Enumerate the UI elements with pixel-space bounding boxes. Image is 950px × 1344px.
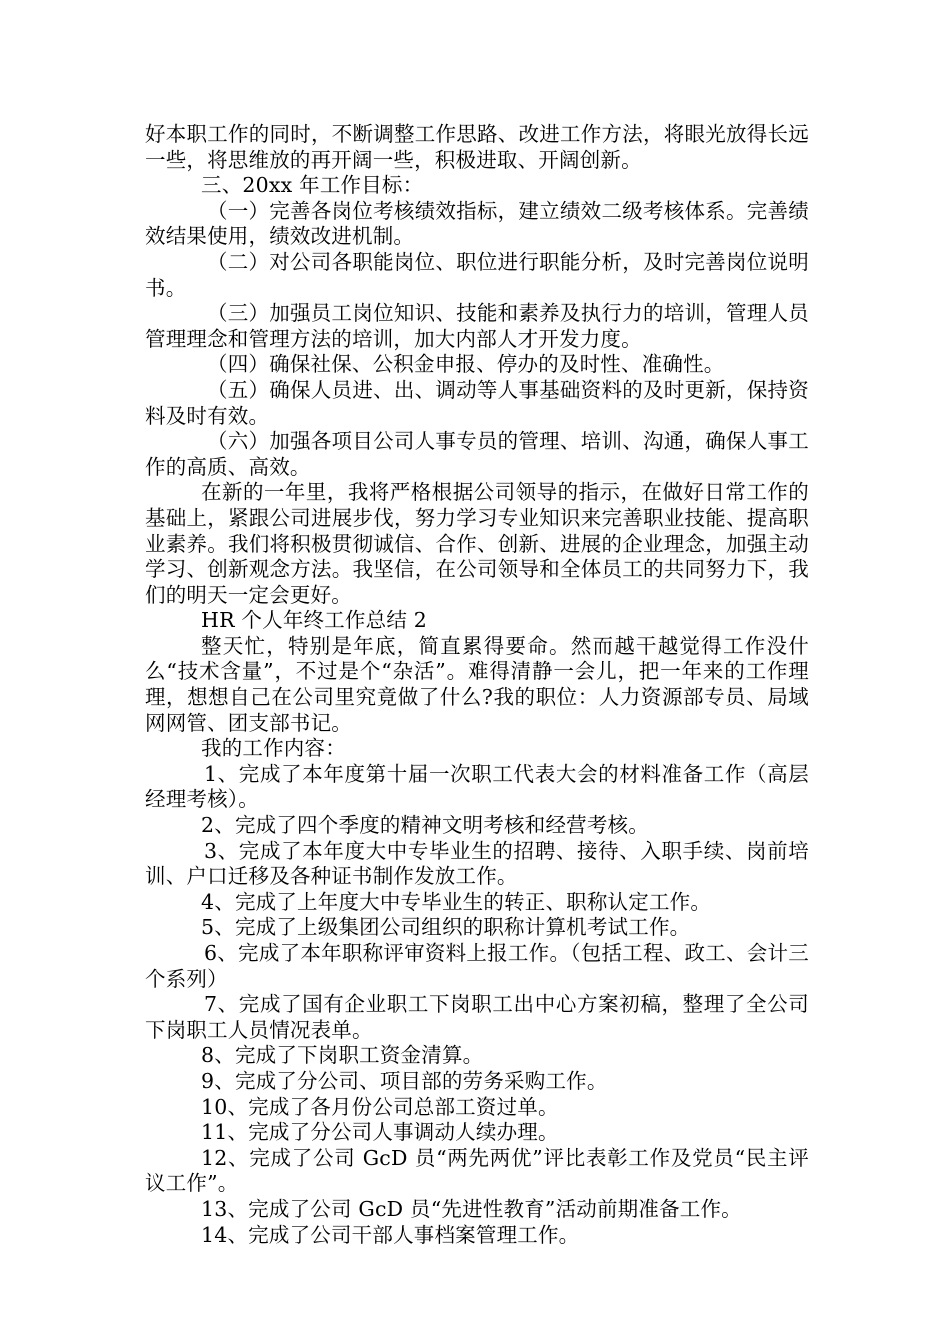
heading-goals: 三、20xx 年工作目标： <box>201 173 424 198</box>
goal-item-6: （六）加强各项目公司人事专员的管理、培训、沟通，确保人事工作的高质、高效。 <box>145 429 809 479</box>
work-item-10: 10、完成了各月份公司总部工资过单。 <box>201 1094 559 1119</box>
work-item-3: 3、完成了本年度大中专毕业生的招聘、接待、入职手续、岗前培训、户口迁移及各种证书制作发放工作。 <box>145 838 809 889</box>
goal-item-4: （四）确保社保、公积金申报、停办的及时性、准确性。 <box>207 352 725 377</box>
work-item-8: 8、完成了下岗职工资金清算。 <box>201 1043 484 1068</box>
goal-item-3: （三）加强员工岗位知识、技能和素养及执行力的培训，管理人员管理理念和管理方法的培训，加大内部人才开发力度。 <box>145 301 809 351</box>
work-item-7: 7、完成了国有企业职工下岗职工出中心方案初稿，整理了全公司下岗职工人员情况表单。 <box>145 992 809 1042</box>
work-item-14: 14、完成了公司干部人事档案管理工作。 <box>201 1222 580 1247</box>
document-body <box>145 122 809 1248</box>
section-title-summary-2: HR 个人年终工作总结 2 <box>201 608 427 633</box>
work-item-1: 1、完成了本年度第十届一次职工代表大会的材料准备工作（高层经理考核）。 <box>145 761 809 812</box>
work-item-11: 11、完成了分公司人事调动人续办理。 <box>201 1120 559 1145</box>
paragraph-continuation: 好本职工作的同时，不断调整工作思路、改进工作方法，将眼光放得长远一些，将思维放的再开阔一些，积极进取、开阔创新。 <box>145 122 809 172</box>
goal-item-2: （二）对公司各职能岗位、职位进行职能分析，及时完善岗位说明书。 <box>145 249 809 300</box>
work-item-2: 2、完成了四个季度的精神文明考核和经营考核。 <box>201 813 649 838</box>
work-item-6: 6、完成了本年职称评审资料上报工作。（包括工程、政工、会计三个系列） <box>145 941 809 991</box>
work-item-4: 4、完成了上年度大中专毕业生的转正、职称认定工作。 <box>201 889 712 914</box>
goal-item-5: （五）确保人员进、出、调动等人事基础资料的及时更新，保持资料及时有效。 <box>145 377 809 428</box>
paragraph-intro: 整天忙，特别是年底，简直累得要命。然而越干越觉得工作没什么“技术含量”，不过是个“杂活”。难得清静一会儿，把一年来的工作理理，想想自己在公司里究竟做了什么?我的职位：人力资源部专员、局域网网管、团支部书记。 <box>145 633 809 735</box>
work-item-13: 13、完成了公司 GcD 员“先进性教育”活动前期准备工作。 <box>201 1196 742 1221</box>
paragraph-new-year: 在新的一年里，我将严格根据公司领导的指示，在做好日常工作的基础上，紧跟公司进展步伐，努力学习专业知识来完善职业技能、提高职业素养。我们将积极贯彻诚信、合作、创新、进展的企业理念，加强主动学习、创新观念方法。我坚信，在公司领导和全体员工的共同努力下，我们的明天一定会更好。 <box>145 480 809 607</box>
goal-item-1: （一）完善各岗位考核绩效指标，建立绩效二级考核体系。完善绩效结果使用，绩效改进机制。 <box>145 198 809 249</box>
heading-work-content: 我的工作内容： <box>201 736 346 761</box>
work-item-9: 9、完成了分公司、项目部的劳务采购工作。 <box>201 1068 608 1093</box>
work-item-5: 5、完成了上级集团公司组织的职称计算机考试工作。 <box>201 915 691 940</box>
work-item-12: 12、完成了公司 GcD 员“两先两优”评比表彰工作及党员“民主评议工作”。 <box>145 1145 809 1196</box>
